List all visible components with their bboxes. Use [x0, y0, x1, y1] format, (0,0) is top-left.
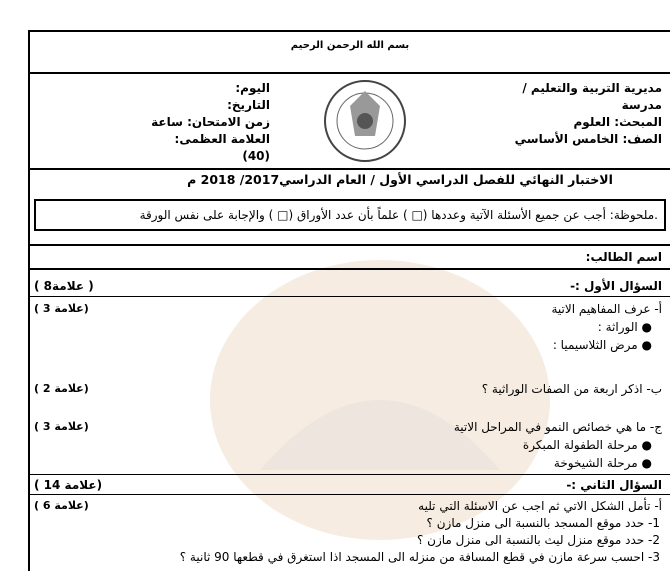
q2-lines [180, 515, 660, 566]
duration-label: زمن الامتحان: ساعة [151, 115, 270, 129]
q2a-mark: ( 6 علامة) [34, 499, 89, 512]
q1c-item-2: ● مرحلة الشيخوخة [553, 456, 652, 470]
q1c-text: ج- ما هي خصائص النمو في المراحل الاتية [453, 420, 662, 434]
ministry-emblem [305, 76, 425, 166]
q2-line-1: 1- حدد موقع المسجد بالنسبة الى منزل مازن ؟ [426, 516, 660, 530]
student-name-label: اسم الطالب: [585, 250, 662, 264]
q1b-text: ب- اذكر اربعة من الصفات الوراثية ؟ [481, 382, 662, 396]
q1a-list [553, 318, 652, 354]
q1-divider [28, 296, 670, 297]
grade-label: الصف: الخامس الأساسي [514, 132, 662, 146]
exam-title: الاختبار النهائي للفصل الدراسي الأول / العام الدراسي2017/ 2018 م [187, 172, 613, 187]
q2-mark: ( 14 علامة) [34, 478, 103, 492]
max-mark-label: العلامة العظمى: (40) [174, 132, 270, 163]
header-left [150, 80, 270, 165]
q1a-item-2: ● مرض الثلاسيميا : [552, 338, 652, 352]
q1c-list [523, 436, 652, 472]
q1a-mark: ( 3 علامة) [34, 302, 89, 315]
q1b-mark: ( 2 علامة) [34, 382, 89, 395]
directorate-label: مديرية التربية والتعليم / [522, 81, 662, 95]
q2-top-divider [28, 474, 670, 475]
q1c-item-1: ● مرحلة الطفولة المبكرة [522, 438, 652, 452]
student-name-row [28, 244, 670, 270]
q1-mark: ( 8علامة ) [34, 279, 94, 293]
header-right [462, 80, 662, 148]
school-label: مدرسة [621, 98, 662, 112]
q1-title: السؤال الأول :- [570, 279, 662, 293]
note-box: .ملحوظة: أجب عن جميع الأسئلة الآتية وعددها (□ ) علماً بأن عدد الأوراق (□ ) والإجابة على نفس الورقة [34, 199, 666, 231]
subject-label: المبحث: العلوم [573, 115, 662, 129]
q1a-item-1: ● الوراثة : [597, 320, 652, 334]
basmala: بسم الله الرحمن الرحيم [290, 40, 410, 51]
q2-line-3: 3- احسب سرعة مازن في قطع المسافة من منزله الى المسجد اذا استغرق في قطعها 90 ثانية ؟ [179, 550, 660, 564]
q2-line-2: 2- حدد موقع منزل ليث بالنسبة الى منزل مازن ؟ [416, 533, 660, 547]
q2a-text: أ- تأمل الشكل الاتي ثم اجب عن الاسئلة التي تليه [418, 499, 662, 513]
q2-divider [28, 494, 670, 495]
q2-title: السؤال الثاني :- [566, 478, 662, 492]
date-label: التاريخ: [227, 98, 270, 112]
q1a-text: أ- عرف المفاهيم الاتية [551, 302, 662, 316]
day-label: اليوم: [235, 81, 270, 95]
q1c-mark: ( 3 علامة) [34, 420, 89, 433]
